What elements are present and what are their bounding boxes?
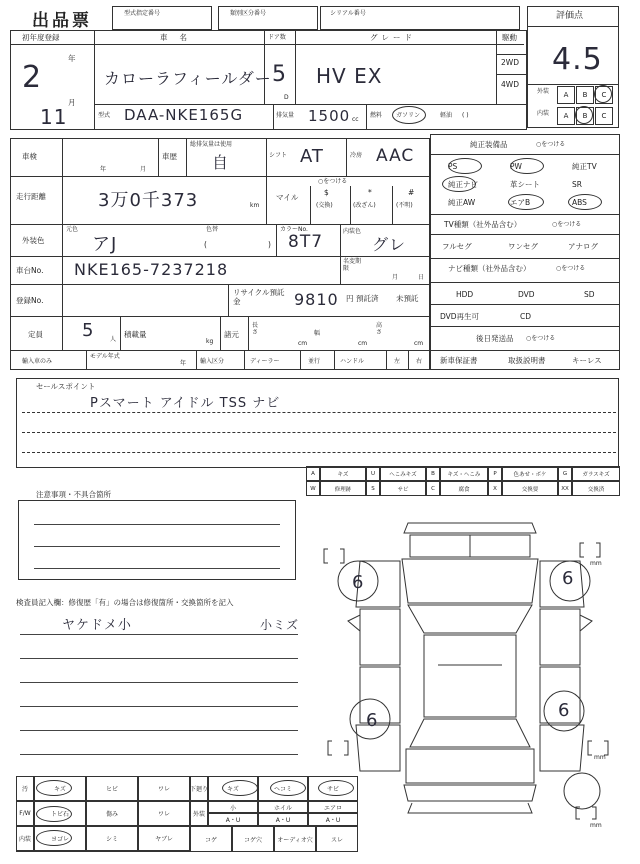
cond-circle-3 <box>222 780 258 796</box>
roof <box>424 635 516 717</box>
hood <box>402 559 538 603</box>
inspector-label: 検査員記入欄：修復歴「有」の場合は修復箇所・交換箇所を記入 <box>16 598 234 607</box>
legend-cell-0-1: キズ <box>320 466 366 481</box>
ext-grade-a: A <box>557 86 575 104</box>
dims-length-unit: cm <box>298 340 308 347</box>
cond-row1-2: ワレ <box>138 776 190 801</box>
sales-point-label: セールスポイント <box>36 382 96 391</box>
tire-unit-fr: mm <box>590 560 602 567</box>
front-bumper <box>404 523 536 533</box>
tire-fl-value: 6 <box>352 572 365 593</box>
name-change-day: 日 <box>418 274 425 281</box>
page-title: 出品票 <box>32 11 92 31</box>
capacity-label: 定員 <box>28 330 43 339</box>
tire-rl-value: 6 <box>366 710 379 731</box>
doors-unit: D <box>284 94 289 101</box>
legend-cell-0-3: へこみキズ <box>380 466 426 481</box>
ext-grade-c: C <box>595 86 613 104</box>
navi-circle-note: ○をつける <box>556 265 586 272</box>
first-reg-month-unit: 月 <box>68 98 76 107</box>
navi-opt-dvd: DVD <box>518 290 535 299</box>
equip-item-1-2: SR <box>572 180 582 189</box>
grade-label: グレード <box>370 33 416 42</box>
mileage-opt-unknown-sub: (不明) <box>396 202 413 209</box>
after-ship-circle-note: ○をつける <box>526 335 556 342</box>
equip-item-0-0: PS <box>448 162 458 171</box>
cond-col2-r2-1: ホイル <box>258 801 308 813</box>
reg-no-label: 登録No. <box>16 296 44 305</box>
int-color-value: グレ <box>372 235 407 254</box>
first-reg-label: 初年度登録 <box>22 33 60 42</box>
int-grade-circle <box>575 106 593 124</box>
after-opt-warranty: 新車保証書 <box>440 356 478 365</box>
mileage-label: 走行距離 <box>16 192 46 201</box>
equip-item-2-1: エアB <box>510 198 531 207</box>
mileage-opt-tampered-sub: (改ざん) <box>353 202 376 209</box>
dims-length: 長さ <box>252 322 259 336</box>
cond-col2-r2b-1: A・U <box>258 813 308 826</box>
legend-cell-1-7: 交換要 <box>502 481 558 496</box>
paint-color-label: 色替 <box>206 226 219 233</box>
cond-circle-0 <box>36 780 72 796</box>
cond-row2-0: トビ石 <box>34 801 86 826</box>
legend-cell-0-2: U <box>366 466 380 481</box>
legend-cell-0-0: A <box>306 466 320 481</box>
drive-label: 駆動 <box>502 33 517 42</box>
cond-row3-1: シミ <box>86 826 138 851</box>
cond-col2-r1-1: ヘコミ <box>258 776 308 801</box>
vehicle-check-label: 車検 <box>22 152 37 161</box>
vehicle-check-year: 年 <box>100 166 107 173</box>
equip-circle-4 <box>442 176 476 192</box>
usage-label: 車歴 <box>162 152 177 161</box>
cond-row2-2: ワレ <box>138 801 190 826</box>
import-parallel: 並行 <box>308 358 321 365</box>
cond-col2-r3-1: コゲ穴 <box>232 826 274 852</box>
mileage-opt-replaced-sub: (交換) <box>316 202 333 209</box>
left-mirror <box>348 615 360 631</box>
shift-label: シフト <box>269 152 288 159</box>
cond-col2-r3-3: スレ <box>316 826 358 852</box>
name-change-month: 月 <box>392 274 399 281</box>
fuel-eco-label: 軽油 <box>440 112 453 119</box>
right-front-door <box>540 609 580 665</box>
load-label: 積載量 <box>124 330 147 339</box>
equip-item-0-2: 純正TV <box>572 162 597 171</box>
legend-cell-0-5: キズ・へこみ <box>440 466 488 481</box>
paint-paren-open: ( <box>204 240 207 249</box>
tv-opt-fullseg: フルセグ <box>442 242 472 251</box>
tire-unit-spare: mm <box>590 822 602 829</box>
equip-item-2-0: 純正AW <box>448 198 476 207</box>
equip-item-1-0: 純正ナビ <box>448 180 478 189</box>
equip-circle-1 <box>510 158 544 174</box>
legend-cell-1-2: S <box>366 481 380 496</box>
fuel-paren: ( ) <box>462 112 469 119</box>
mileage-circle-note: ○をつける <box>318 178 348 185</box>
trunk <box>406 749 534 783</box>
chassis-value: NKE165-7237218 <box>74 260 229 279</box>
import-right: 右 <box>416 358 423 365</box>
drive-4wd: 4WD <box>501 80 519 89</box>
cond-circle-4 <box>270 780 306 796</box>
recycle-value: 9810 <box>294 290 339 309</box>
legend-cell-0-6: P <box>488 466 502 481</box>
cond-head-1: F/W <box>16 801 34 826</box>
cond-row3-0: ヨゴレ <box>34 826 86 851</box>
equipment-circle-note: ○をつける <box>536 141 566 148</box>
first-reg-month: 11 <box>40 105 68 129</box>
equip-circle-3 <box>568 194 602 210</box>
ext-color-label: 外装色 <box>22 236 45 245</box>
recycle-unit: 円 <box>346 294 354 303</box>
model-value: DAA-NKE165G <box>124 106 244 124</box>
chassis-label: 車台No. <box>16 266 44 275</box>
windshield <box>408 605 532 633</box>
drive-2wd: 2WD <box>501 58 519 67</box>
fuel-label: 燃料 <box>370 112 383 119</box>
notes-label: 注意事項・不具合箇所 <box>36 490 111 499</box>
score-value: 4.5 <box>552 42 603 77</box>
ext-grade-b: B <box>576 86 594 104</box>
rear-bumper <box>404 785 536 801</box>
displacement-value: 1500 <box>308 107 351 125</box>
mile-label: マイル <box>276 193 299 202</box>
equip-circle-0 <box>448 158 482 174</box>
capacity-unit: 人 <box>110 336 117 343</box>
legend-cell-1-5: 腐食 <box>440 481 488 496</box>
mileage-value: 3万0千373 <box>98 190 199 211</box>
cond-head-0: 汚 <box>16 776 34 801</box>
cond-col2-r2b-0: A・U <box>208 813 258 826</box>
sales-point-value: Pスマート アイドル TSS ナビ <box>90 396 281 411</box>
usage-value: 自 <box>212 153 230 172</box>
import-model-year: モデル年式 <box>90 353 120 360</box>
exterior-score-label: 外装 <box>537 88 550 95</box>
import-dealer: ディーラー <box>250 358 280 365</box>
cond-row1-0: キズ <box>34 776 86 801</box>
cond-col2-r2-2: エアロ <box>308 801 358 813</box>
left-rear-fender <box>356 725 400 771</box>
legend-cell-1-1: 修理跡 <box>320 481 366 496</box>
mileage-opt-unknown: # <box>408 188 415 197</box>
cond-head-2: 内装 <box>16 826 34 851</box>
dims-height-unit: cm <box>414 340 424 347</box>
dims-width-unit: cm <box>358 340 368 347</box>
legend-cell-1-0: W <box>306 481 320 496</box>
cond-row2-1: 傷み <box>86 801 138 826</box>
cond-col2-r2-0: 小 <box>208 801 258 813</box>
recycle-deposited: 預託済 <box>356 294 379 303</box>
legend-cell-1-4: C <box>426 481 440 496</box>
vehicle-check-month: 月 <box>140 166 147 173</box>
equip-item-2-2: ABS <box>572 198 587 207</box>
int-grade-a: A <box>557 107 575 125</box>
legend-cell-0-4: B <box>426 466 440 481</box>
cond-col2-r2b-2: A・U <box>308 813 358 826</box>
dims-label: 諸元 <box>224 330 239 339</box>
dims-width: 幅 <box>314 330 321 337</box>
cond-circle-2 <box>36 830 72 846</box>
color-no-value: 8T7 <box>288 232 324 252</box>
tv-title: TV種類（社外品含む） <box>444 220 522 229</box>
orig-color-label: 元色 <box>66 226 79 233</box>
after-opt-manual: 取扱説明書 <box>508 356 546 365</box>
tv-circle-note: ○をつける <box>552 221 582 228</box>
right-rear-fender <box>540 725 584 771</box>
doors-value: 5 <box>272 62 287 87</box>
import-handle: ハンドル <box>340 358 365 365</box>
interior-score-label: 内装 <box>537 110 550 117</box>
cond-circle-1 <box>36 806 72 822</box>
import-label: 輸入車のみ <box>22 358 53 365</box>
capacity-value: 5 <box>82 320 95 341</box>
car-name-value: カローラフィールダー <box>104 69 272 88</box>
mileage-unit: km <box>250 202 260 209</box>
cd-label: CD <box>520 312 532 321</box>
serial-number-label: シリアル番号 <box>330 10 366 17</box>
tire-rr-value: 6 <box>558 700 571 721</box>
inspector-line2: 小ミズ <box>260 618 300 632</box>
cond-row1-1: ヒビ <box>86 776 138 801</box>
cond-row3-2: ヤブレ <box>138 826 190 851</box>
legend-cell-1-3: サビ <box>380 481 426 496</box>
tire-fr-value: 6 <box>562 568 575 589</box>
left-front-door <box>360 609 400 665</box>
color-no-label: カラーNo. <box>280 226 308 233</box>
dims-height: 高さ <box>376 322 383 336</box>
displacement-unit: cc <box>352 116 359 123</box>
int-grade-b: B <box>576 107 594 125</box>
grade-value: HV EX <box>316 64 383 88</box>
recycle-label: リサイクル預託金 <box>233 288 285 306</box>
first-reg-year: 2 <box>22 60 43 95</box>
fuel-circle <box>392 106 426 124</box>
model-label: 型式 <box>98 112 111 119</box>
car-name-label: 車名 <box>160 33 199 42</box>
cond-head2-0: 下廻り <box>190 776 208 801</box>
cond-col2-r3-0: コゲ <box>190 826 232 852</box>
legend-cell-0-8: G <box>558 466 572 481</box>
ext-grade-circle <box>594 85 612 103</box>
total-size-label: 総排気量は使用 <box>190 141 233 148</box>
mileage-opt-tampered: * <box>368 188 372 197</box>
navi-opt-sd: SD <box>584 290 595 299</box>
legend-cell-1-8: XX <box>558 481 572 496</box>
cond-head2-1: 外装 <box>190 801 208 826</box>
type-number-label: 型式指定番号 <box>124 10 161 17</box>
score-label: 評価点 <box>556 11 584 21</box>
legend-cell-1-6: X <box>488 481 502 496</box>
displacement-label: 排気量 <box>276 112 295 119</box>
import-left: 左 <box>394 358 401 365</box>
fuel-value: ガソリン <box>396 112 421 119</box>
rear-glass <box>410 719 530 747</box>
import-year-unit: 年 <box>180 360 187 367</box>
equipment-title: 純正装備品 <box>470 140 508 149</box>
legend-cell-1-9: 交換済 <box>572 481 620 496</box>
first-reg-year-unit: 年 <box>68 54 76 63</box>
navi-opt-hdd: HDD <box>456 290 474 299</box>
after-ship-title: 後日発送品 <box>476 334 514 343</box>
import-kubun: 輸入区分 <box>200 358 225 365</box>
class-number-label: 類別区分番号 <box>230 10 267 17</box>
ac-label: 冷房 <box>350 152 363 159</box>
legend-cell-0-7: 色あせ・ボケ <box>502 466 558 481</box>
shift-value: AT <box>300 146 324 167</box>
right-mirror <box>580 615 592 631</box>
cond-circle-5 <box>318 780 354 796</box>
ext-color-value: アJ <box>92 234 118 255</box>
legend-cell-0-9: ガラスキズ <box>572 466 620 481</box>
paint-paren-close: ) <box>268 240 271 249</box>
equip-item-1-1: 革シート <box>510 180 540 189</box>
ac-value: AAC <box>376 146 415 166</box>
recycle-not-deposited: 未預託 <box>396 294 419 303</box>
inspector-line1: ヤケドメ小 <box>62 618 132 633</box>
int-color-label: 内装色 <box>343 228 362 235</box>
tv-opt-analog: アナログ <box>568 242 598 251</box>
cond-col2-r1-0: キズ <box>208 776 258 801</box>
after-opt-keyless: キーレス <box>572 356 602 365</box>
equip-circle-2 <box>508 194 544 210</box>
cond-col2-r3-2: オーディオ穴 <box>274 826 316 852</box>
cond-col2-r1-2: サビ <box>308 776 358 801</box>
doors-label: ドア数 <box>268 34 286 41</box>
int-grade-c: C <box>595 107 613 125</box>
equip-item-0-1: PW <box>510 162 522 171</box>
dvd-playback-label: DVD再生可 <box>440 312 480 321</box>
tire-unit-rr: mm <box>594 754 606 761</box>
car-diagram <box>320 515 620 835</box>
mileage-opt-replaced: $ <box>324 188 329 197</box>
tv-opt-oneseg: ワンセグ <box>508 242 538 251</box>
navi-title: ナビ種類（社外品含む） <box>448 264 531 273</box>
name-change-label: 名変期限 <box>343 258 362 272</box>
spare-tire <box>564 773 600 809</box>
load-unit: kg <box>206 338 214 345</box>
